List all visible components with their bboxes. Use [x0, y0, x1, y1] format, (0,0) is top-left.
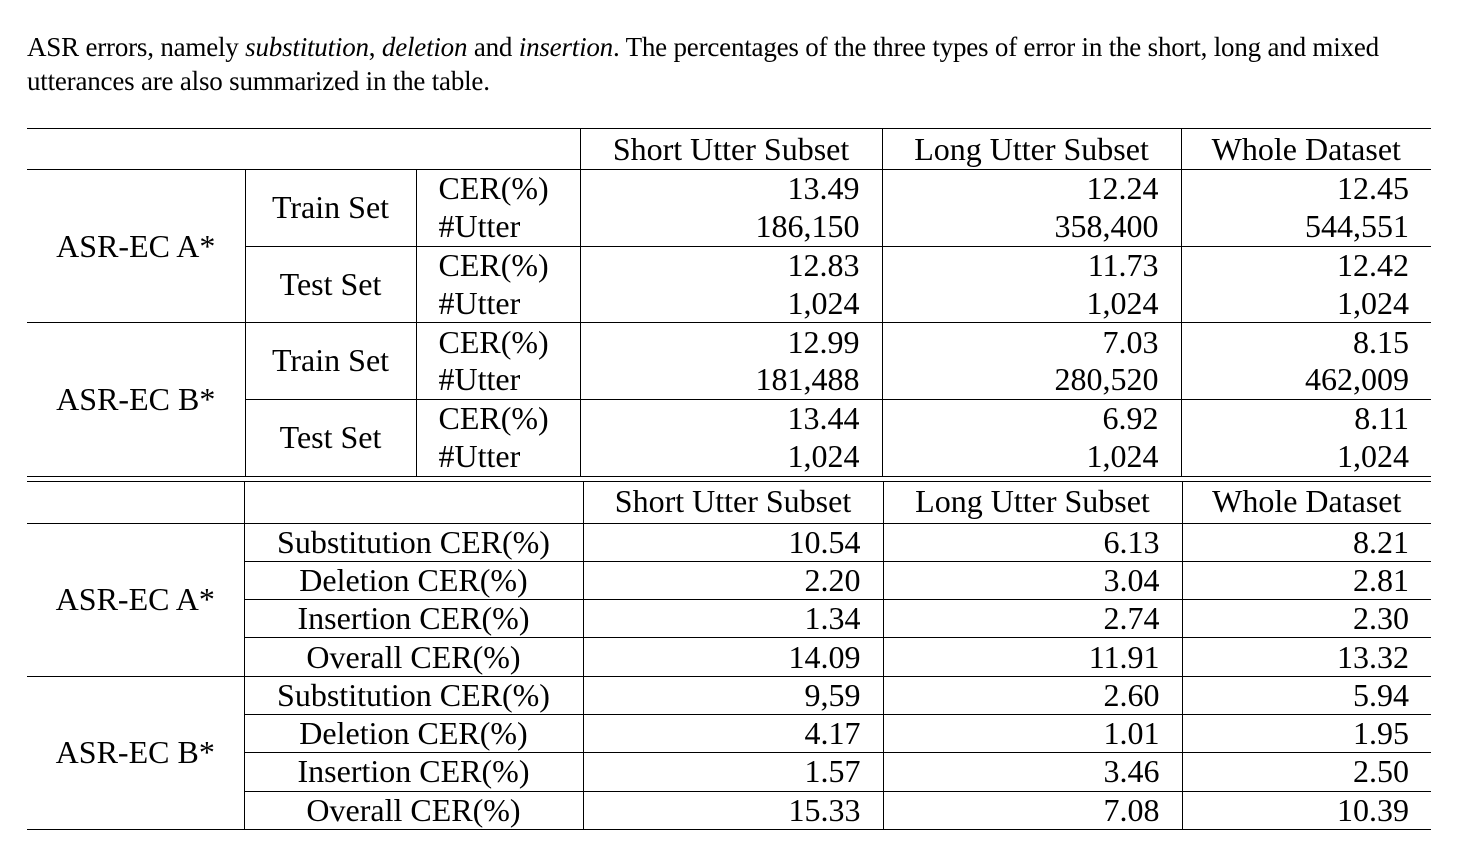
table-cell: 11.73 [882, 246, 1181, 284]
table-cell: 2.50 [1182, 753, 1431, 791]
metric-label: CER(%) [416, 399, 580, 437]
metric-label: Insertion CER(%) [244, 753, 583, 791]
table-cell: 6.13 [883, 523, 1182, 561]
metric-label: Insertion CER(%) [244, 600, 583, 638]
table-row [27, 676, 1431, 714]
table-cell: 1.57 [583, 753, 883, 791]
table-cell: 12.99 [580, 323, 882, 361]
table-cell: 8.15 [1181, 323, 1431, 361]
table-cell: 1,024 [1181, 284, 1431, 322]
metric-label: #Utter [416, 208, 580, 246]
table-row [27, 323, 1431, 361]
group-label: ASR-EC B* [27, 676, 244, 829]
column-header: Short Utter Subset [580, 129, 882, 170]
table-header-row [27, 481, 1431, 523]
metric-label: Overall CER(%) [244, 638, 583, 676]
table-cell: 186,150 [580, 208, 882, 246]
table-cell: 7.03 [882, 323, 1181, 361]
table-cell: 3.46 [883, 753, 1182, 791]
table-header-row [27, 129, 1431, 170]
table-cell: 1,024 [882, 438, 1181, 476]
table-cell: 1,024 [882, 284, 1181, 322]
table-cell: 181,488 [580, 361, 882, 399]
caption-emphasis: substitution [245, 32, 369, 62]
metric-label: CER(%) [416, 170, 580, 208]
metric-label: #Utter [416, 361, 580, 399]
column-header: Whole Dataset [1182, 481, 1431, 523]
group-label: ASR-EC A* [27, 523, 244, 676]
table-cell: 1,024 [580, 438, 882, 476]
table-row [27, 170, 1431, 208]
table-divider [27, 476, 1431, 477]
metric-label: Overall CER(%) [244, 791, 583, 829]
table-cell: 1.34 [583, 600, 883, 638]
set-label: Train Set [245, 323, 416, 400]
table-cell: 1.01 [883, 714, 1182, 752]
table-cell: 10.39 [1182, 791, 1431, 829]
column-header: Long Utter Subset [883, 481, 1182, 523]
metric-label: Deletion CER(%) [244, 714, 583, 752]
metric-label: CER(%) [416, 323, 580, 361]
table-cell: 2.30 [1182, 600, 1431, 638]
set-label: Test Set [245, 399, 416, 476]
table-cell: 2.74 [883, 600, 1182, 638]
caption-emphasis: insertion [518, 32, 613, 62]
table-cell: 10.54 [583, 523, 883, 561]
error-breakdown-table [27, 481, 1431, 830]
metric-label: #Utter [416, 284, 580, 322]
table-cell: 15.33 [583, 791, 883, 829]
table-cell: 4.17 [583, 714, 883, 752]
table-cell: 3.04 [883, 561, 1182, 599]
table-cell: 5.94 [1182, 676, 1431, 714]
metric-label: Deletion CER(%) [244, 561, 583, 599]
table-cell: 13.32 [1182, 638, 1431, 676]
table-cell: 12.45 [1181, 170, 1431, 208]
table-cell: 12.24 [882, 170, 1181, 208]
table-cell: 544,551 [1181, 208, 1431, 246]
caption-text: . The percentages of the three types of error in the short, long and mixed utterances are also summarized in the table. [27, 32, 1379, 96]
table-cell: 7.08 [883, 791, 1182, 829]
table-cell: 1,024 [1181, 438, 1431, 476]
table-cell: 280,520 [882, 361, 1181, 399]
table-cell: 12.83 [580, 246, 882, 284]
table-cell: 13.44 [580, 399, 882, 437]
table-cell: 462,009 [1181, 361, 1431, 399]
table-cell: 14.09 [583, 638, 883, 676]
table-cell: 358,400 [882, 208, 1181, 246]
table-cell: 8.11 [1181, 399, 1431, 437]
table-cell: 12.42 [1181, 246, 1431, 284]
group-label: ASR-EC B* [56, 381, 216, 418]
caption-text: and [467, 32, 519, 62]
caption-text: ASR errors, namely [27, 32, 246, 62]
table-cell: 6.92 [882, 399, 1181, 437]
metric-label: Substitution CER(%) [244, 523, 583, 561]
table-cell: 9,59 [583, 676, 883, 714]
table-cell: 13.49 [580, 170, 882, 208]
column-header: Whole Dataset [1181, 129, 1431, 170]
table-cell: 1.95 [1182, 714, 1431, 752]
table-cell: 8.21 [1182, 523, 1431, 561]
table-caption [27, 30, 1437, 98]
table-cell: 11.91 [883, 638, 1182, 676]
group-label: ASR-EC A* [56, 227, 216, 264]
table-cell: 1,024 [580, 284, 882, 322]
set-label: Train Set [245, 170, 416, 247]
set-label: Test Set [245, 246, 416, 323]
table-cell: 2.60 [883, 676, 1182, 714]
table-cell: 2.20 [583, 561, 883, 599]
column-header: Long Utter Subset [882, 129, 1181, 170]
metric-label: Substitution CER(%) [244, 676, 583, 714]
metric-label: CER(%) [416, 246, 580, 284]
dataset-statistics-table [27, 128, 1431, 476]
table-cell: 2.81 [1182, 561, 1431, 599]
column-header: Short Utter Subset [583, 481, 883, 523]
caption-emphasis: deletion [381, 32, 468, 62]
table-row [27, 523, 1431, 561]
caption-text: , [368, 32, 382, 62]
metric-label: #Utter [416, 438, 580, 476]
